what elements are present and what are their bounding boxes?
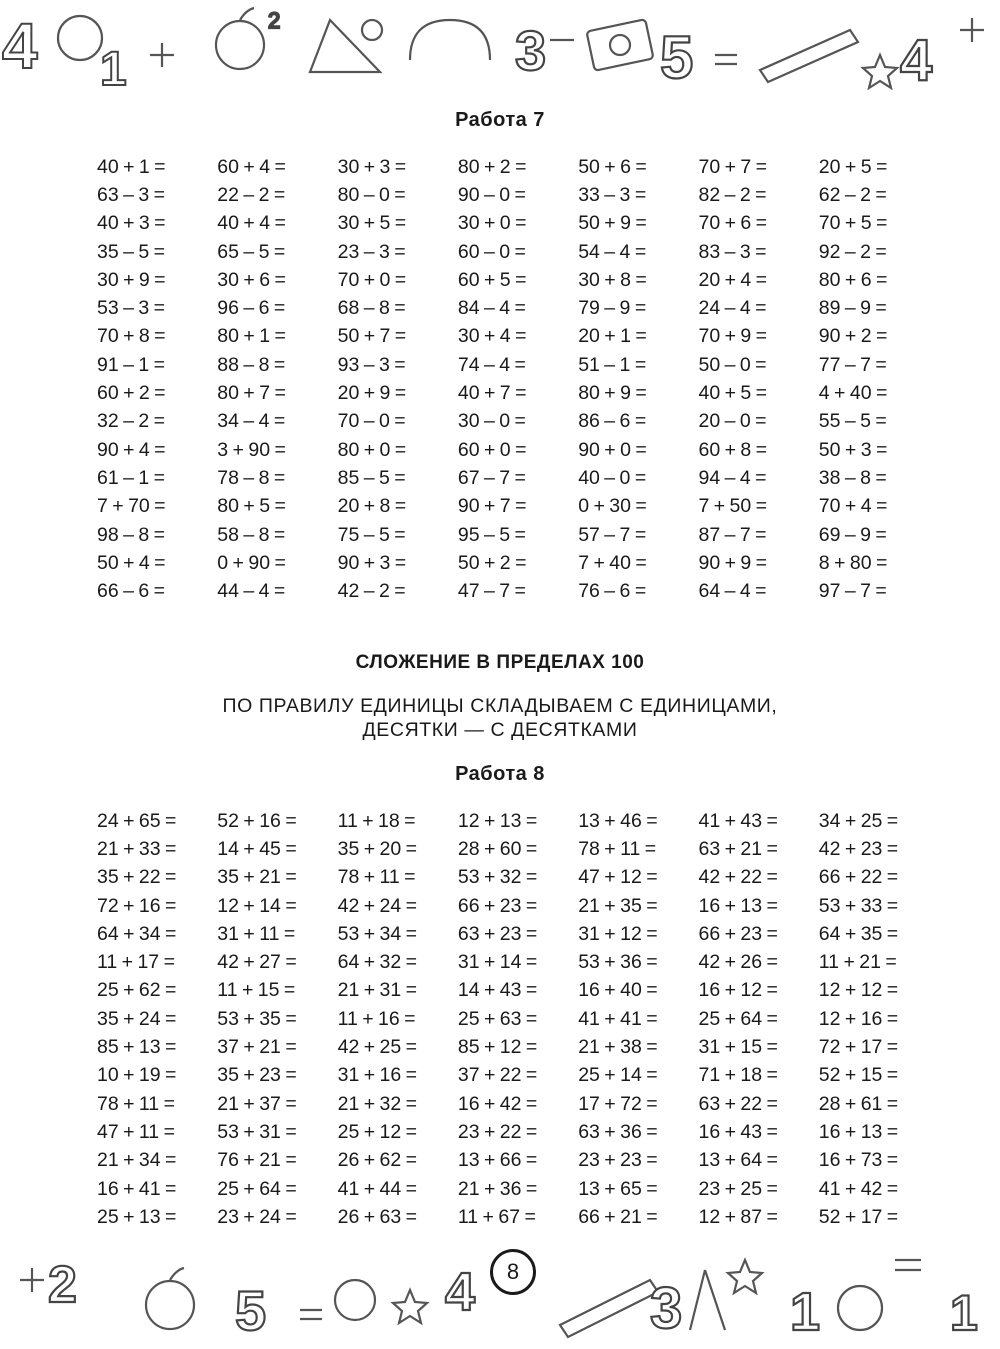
exercise: 79 – 9 = bbox=[578, 297, 647, 320]
exercise: 31 + 12 = bbox=[578, 922, 658, 945]
exercise: 4 + 40 = bbox=[818, 382, 888, 405]
exercise: 12 + 87 = bbox=[698, 1205, 778, 1228]
page-number: 8 bbox=[490, 1249, 536, 1295]
exercise: 11 + 16 = bbox=[337, 1007, 416, 1030]
exercise: 12 + 12 = bbox=[818, 979, 899, 1002]
exercise: 26 + 63 = bbox=[337, 1205, 418, 1228]
exercise: 30 + 0 = bbox=[457, 212, 527, 235]
exercise: 53 + 33 = bbox=[818, 894, 899, 917]
exercise: 65 – 5 = bbox=[217, 240, 286, 263]
exercise: 8 + 80 = bbox=[818, 551, 888, 574]
svg-text:5: 5 bbox=[235, 1279, 267, 1342]
exercise: 90 + 0 = bbox=[578, 438, 647, 461]
exercise: 20 + 4 = bbox=[698, 268, 768, 291]
exercise: 37 + 22 = bbox=[457, 1064, 538, 1087]
exercise: 12 + 13 = bbox=[457, 809, 538, 832]
exercise: 26 + 62 = bbox=[337, 1149, 418, 1172]
exercise: 50 + 3 = bbox=[818, 438, 888, 461]
exercise: 52 + 17 = bbox=[818, 1205, 899, 1228]
exercise: 72 + 16 = bbox=[97, 894, 177, 917]
plus-icon bbox=[150, 43, 174, 67]
exercise: 70 + 5 = bbox=[818, 212, 888, 235]
exercise: 11 + 15 = bbox=[217, 979, 296, 1002]
svg-text:3: 3 bbox=[650, 1276, 683, 1341]
exercise: 78 – 8 = bbox=[217, 466, 286, 489]
exercise: 25 + 63 = bbox=[457, 1007, 538, 1030]
exercise: 82 – 2 = bbox=[698, 183, 767, 206]
exercise: 60 + 4 = bbox=[217, 155, 286, 178]
exercise: 13 + 46 = bbox=[578, 809, 658, 832]
equals-icon bbox=[715, 55, 737, 64]
table-row bbox=[97, 1090, 939, 1118]
exercise: 16 + 40 = bbox=[578, 979, 658, 1002]
exercise: 90 + 4 = bbox=[97, 438, 166, 461]
exercise: 30 – 0 = bbox=[457, 410, 526, 433]
exercise: 51 – 1 = bbox=[578, 353, 647, 376]
table-row bbox=[97, 408, 939, 436]
exercise: 40 + 1 = bbox=[97, 155, 166, 178]
exercise: 12 + 16 = bbox=[818, 1007, 899, 1030]
exercise: 64 + 32 = bbox=[337, 951, 418, 974]
equals-icon bbox=[300, 1310, 322, 1319]
exercise: 20 – 0 = bbox=[698, 410, 767, 433]
exercise: 44 – 4 = bbox=[217, 580, 286, 603]
exercise: 23 + 22 = bbox=[457, 1120, 538, 1143]
exercise: 30 + 5 = bbox=[337, 212, 407, 235]
exercise: 37 + 21 = bbox=[217, 1036, 297, 1059]
exercise: 31 + 15 = bbox=[698, 1036, 778, 1059]
table-row bbox=[97, 1033, 939, 1061]
exercise: 90 + 7 = bbox=[457, 495, 527, 518]
exercise: 42 – 2 = bbox=[337, 580, 406, 603]
exercise: 80 + 6 = bbox=[818, 268, 888, 291]
exercise: 16 + 13 = bbox=[698, 894, 778, 917]
exercise: 80 + 9 = bbox=[578, 382, 647, 405]
table-row bbox=[97, 266, 939, 294]
exercise: 50 + 6 = bbox=[578, 155, 647, 178]
star-icon bbox=[863, 55, 897, 88]
exercise: 70 + 0 = bbox=[337, 268, 407, 291]
exercise: 64 + 34 = bbox=[97, 922, 177, 945]
exercise: 66 – 6 = bbox=[97, 580, 166, 603]
exercise: 69 – 9 = bbox=[818, 523, 887, 546]
banknote-icon bbox=[586, 19, 653, 71]
table-row bbox=[97, 1005, 939, 1033]
exercise: 33 – 3 = bbox=[578, 183, 647, 206]
exercise: 90 – 0 = bbox=[457, 183, 526, 206]
exercise: 67 – 7 = bbox=[457, 466, 526, 489]
exercise: 21 + 33 = bbox=[97, 837, 177, 860]
table-row bbox=[97, 153, 939, 181]
equals-icon bbox=[895, 1260, 921, 1270]
exercise: 31 + 16 = bbox=[337, 1064, 418, 1087]
exercise: 16 + 12 = bbox=[698, 979, 778, 1002]
table-row bbox=[97, 436, 939, 464]
exercise: 7 + 40 = bbox=[578, 551, 647, 574]
exercise: 68 – 8 = bbox=[337, 297, 406, 320]
exercise: 38 – 8 = bbox=[818, 466, 887, 489]
exercise: 78 + 11 = bbox=[97, 1092, 175, 1115]
svg-text:2: 2 bbox=[48, 1256, 77, 1314]
exercise: 16 + 13 = bbox=[818, 1120, 899, 1143]
exercise: 63 + 22 = bbox=[698, 1092, 778, 1115]
exercise: 80 – 0 = bbox=[337, 183, 406, 206]
exercise: 88 – 8 = bbox=[217, 353, 286, 376]
exercise: 64 + 35 = bbox=[818, 922, 899, 945]
work-7-exercises bbox=[97, 153, 939, 606]
exercise: 84 – 4 = bbox=[457, 297, 526, 320]
triangle-ruler-icon bbox=[310, 20, 380, 72]
exercise: 31 + 11 = bbox=[217, 922, 296, 945]
table-row bbox=[97, 493, 939, 521]
exercise: 21 + 36 = bbox=[457, 1177, 538, 1200]
exercise: 35 + 20 = bbox=[337, 837, 418, 860]
exercise: 85 + 12 = bbox=[457, 1036, 538, 1059]
table-row bbox=[97, 464, 939, 492]
compass-icon bbox=[690, 1270, 725, 1330]
doodle-digit-4: 4 bbox=[2, 10, 38, 82]
exercise: 85 + 13 = bbox=[97, 1036, 177, 1059]
exercise: 57 – 7 = bbox=[578, 523, 647, 546]
exercise: 32 – 2 = bbox=[97, 410, 166, 433]
exercise: 53 + 35 = bbox=[217, 1007, 297, 1030]
exercise: 41 + 43 = bbox=[698, 809, 778, 832]
exercise: 25 + 12 = bbox=[337, 1120, 418, 1143]
flower-icon bbox=[362, 20, 382, 40]
table-row bbox=[97, 977, 939, 1005]
exercise: 63 – 3 = bbox=[97, 183, 166, 206]
exercise: 11 + 21 = bbox=[818, 951, 897, 974]
exercise: 7 + 50 = bbox=[698, 495, 768, 518]
table-row bbox=[97, 549, 939, 577]
exercise: 21 + 31 = bbox=[337, 979, 418, 1002]
rule-line-2: ДЕСЯТКИ — С ДЕСЯТКАМИ bbox=[362, 719, 638, 741]
exercise: 66 + 23 = bbox=[457, 894, 538, 917]
exercise: 86 – 6 = bbox=[578, 410, 647, 433]
exercise: 53 + 32 = bbox=[457, 866, 538, 889]
exercise: 55 – 5 = bbox=[818, 410, 887, 433]
exercise: 71 + 18 = bbox=[698, 1064, 778, 1087]
exercise: 42 + 26 = bbox=[698, 951, 778, 974]
table-row bbox=[97, 181, 939, 209]
exercise: 12 + 14 = bbox=[217, 894, 297, 917]
exercise: 25 + 62 = bbox=[97, 979, 177, 1002]
exercise: 74 – 4 = bbox=[457, 353, 526, 376]
table-row bbox=[97, 323, 939, 351]
exercise: 47 – 7 = bbox=[457, 580, 526, 603]
exercise: 60 – 0 = bbox=[457, 240, 526, 263]
exercise: 16 + 42 = bbox=[457, 1092, 538, 1115]
exercise: 77 – 7 = bbox=[818, 353, 887, 376]
table-row bbox=[97, 948, 939, 976]
exercise: 40 + 4 = bbox=[217, 212, 286, 235]
svg-text:5: 5 bbox=[660, 24, 694, 91]
table-row bbox=[97, 807, 939, 835]
exercise: 11 + 18 = bbox=[337, 809, 416, 832]
exercise: 30 + 3 = bbox=[337, 155, 407, 178]
table-row bbox=[97, 577, 939, 605]
table-row bbox=[97, 864, 939, 892]
exercise: 13 + 66 = bbox=[457, 1149, 538, 1172]
exercise: 66 + 23 = bbox=[698, 922, 778, 945]
exercise: 21 + 34 = bbox=[97, 1149, 177, 1172]
exercise: 47 + 11 = bbox=[97, 1120, 175, 1143]
star-icon bbox=[393, 1290, 427, 1323]
exercise: 52 + 15 = bbox=[818, 1064, 899, 1087]
exercise: 35 + 23 = bbox=[217, 1064, 297, 1087]
exercise: 47 + 12 = bbox=[578, 866, 658, 889]
exercise: 53 + 31 = bbox=[217, 1120, 297, 1143]
exercise: 64 – 4 = bbox=[698, 580, 767, 603]
exercise: 76 – 6 = bbox=[578, 580, 647, 603]
table-row bbox=[97, 210, 939, 238]
exercise: 25 + 14 = bbox=[578, 1064, 658, 1087]
table-row bbox=[97, 238, 939, 266]
exercise: 28 + 60 = bbox=[457, 837, 538, 860]
exercise: 63 + 23 = bbox=[457, 922, 538, 945]
exercise: 25 + 13 = bbox=[97, 1205, 177, 1228]
exercise: 23 + 23 = bbox=[578, 1149, 658, 1172]
exercise: 60 + 2 = bbox=[97, 382, 166, 405]
exercise: 41 + 44 = bbox=[337, 1177, 418, 1200]
exercise: 78 + 11 = bbox=[578, 837, 657, 860]
exercise: 96 – 6 = bbox=[217, 297, 286, 320]
exercise: 76 + 21 = bbox=[217, 1149, 297, 1172]
exercise: 90 + 3 = bbox=[337, 551, 407, 574]
exercise: 80 + 5 = bbox=[217, 495, 286, 518]
exercise: 63 + 21 = bbox=[698, 837, 778, 860]
exercise: 60 + 5 = bbox=[457, 268, 527, 291]
exercise: 0 + 90 = bbox=[217, 551, 286, 574]
exercise: 78 + 11 = bbox=[337, 866, 416, 889]
exercise: 80 + 0 = bbox=[337, 438, 407, 461]
exercise: 42 + 23 = bbox=[818, 837, 899, 860]
exercise: 16 + 43 = bbox=[698, 1120, 778, 1143]
exercise: 50 – 0 = bbox=[698, 353, 767, 376]
exercise: 23 + 25 = bbox=[698, 1177, 778, 1200]
exercise: 95 – 5 = bbox=[457, 523, 526, 546]
exercise: 21 + 38 = bbox=[578, 1036, 658, 1059]
exercise: 70 + 9 = bbox=[698, 325, 768, 348]
exercise: 13 + 64 = bbox=[698, 1149, 778, 1172]
exercise: 40 + 5 = bbox=[698, 382, 768, 405]
exercise: 21 + 35 = bbox=[578, 894, 658, 917]
exercise: 30 + 4 = bbox=[457, 325, 527, 348]
exercise: 80 + 7 = bbox=[217, 382, 286, 405]
exercise: 70 + 7 = bbox=[698, 155, 768, 178]
exercise: 80 + 1 = bbox=[217, 325, 286, 348]
exercise: 16 + 41 = bbox=[97, 1177, 177, 1200]
exercise: 40 – 0 = bbox=[578, 466, 647, 489]
smiley-icon bbox=[335, 1280, 375, 1320]
svg-text:4: 4 bbox=[445, 1262, 476, 1322]
exercise: 34 + 25 = bbox=[818, 809, 899, 832]
exercise: 11 + 17 = bbox=[97, 951, 175, 974]
exercise: 91 – 1 = bbox=[97, 353, 166, 376]
exercise: 63 + 36 = bbox=[578, 1120, 658, 1143]
exercise: 30 + 6 = bbox=[217, 268, 286, 291]
exercise: 42 + 27 = bbox=[217, 951, 297, 974]
exercise: 66 + 21 = bbox=[578, 1205, 658, 1228]
exercise: 70 + 8 = bbox=[97, 325, 166, 348]
six-doodle bbox=[838, 1286, 882, 1330]
exercise: 13 + 65 = bbox=[578, 1177, 658, 1200]
exercise: 54 – 4 = bbox=[578, 240, 647, 263]
svg-text:4: 4 bbox=[900, 28, 933, 93]
exercise: 35 – 5 = bbox=[97, 240, 166, 263]
exercise: 52 + 16 = bbox=[217, 809, 297, 832]
exercise: 58 – 8 = bbox=[217, 523, 286, 546]
headphones-icon bbox=[410, 20, 490, 60]
exercise: 53 + 36 = bbox=[578, 951, 658, 974]
exercise: 50 + 9 = bbox=[578, 212, 647, 235]
exercise: 90 + 9 = bbox=[698, 551, 768, 574]
exercise: 53 + 34 = bbox=[337, 922, 418, 945]
exercise: 92 – 2 = bbox=[818, 240, 887, 263]
exercise: 93 – 3 = bbox=[337, 353, 406, 376]
work-8-title: Работа 8 bbox=[455, 763, 545, 785]
ruler-icon bbox=[760, 30, 858, 82]
exercise: 61 – 1 = bbox=[97, 466, 166, 489]
table-row bbox=[97, 1147, 939, 1175]
exercise: 83 – 3 = bbox=[698, 240, 767, 263]
exercise: 60 + 0 = bbox=[457, 438, 527, 461]
exercise: 24 + 65 = bbox=[97, 809, 177, 832]
exercise: 35 + 24 = bbox=[97, 1007, 177, 1030]
exercise: 42 + 24 = bbox=[337, 894, 418, 917]
exercise: 80 + 2 = bbox=[457, 155, 527, 178]
exercise: 50 + 7 = bbox=[337, 325, 407, 348]
table-row bbox=[97, 351, 939, 379]
exercise: 50 + 2 = bbox=[457, 551, 527, 574]
exercise: 40 + 7 = bbox=[457, 382, 527, 405]
exercise: 42 + 25 = bbox=[337, 1036, 418, 1059]
exercise: 72 + 17 = bbox=[818, 1036, 899, 1059]
exercise: 23 + 24 = bbox=[217, 1205, 297, 1228]
exercise: 70 + 4 = bbox=[818, 495, 888, 518]
table-row bbox=[97, 1175, 939, 1203]
section-title: СЛОЖЕНИЕ В ПРЕДЕЛАХ 100 bbox=[355, 652, 645, 673]
exercise: 17 + 72 = bbox=[578, 1092, 658, 1115]
exercise: 31 + 14 = bbox=[457, 951, 538, 974]
exercise: 53 – 3 = bbox=[97, 297, 166, 320]
exercise: 66 + 22 = bbox=[818, 866, 899, 889]
table-row bbox=[97, 521, 939, 549]
exercise: 14 + 45 = bbox=[217, 837, 297, 860]
exercise: 41 + 42 = bbox=[818, 1177, 899, 1200]
exercise: 20 + 9 = bbox=[337, 382, 407, 405]
exercise: 87 – 7 = bbox=[698, 523, 767, 546]
exercise: 7 + 70 = bbox=[97, 495, 166, 518]
svg-text:2: 2 bbox=[268, 8, 281, 33]
exercise: 22 – 2 = bbox=[217, 183, 286, 206]
exercise: 50 + 4 = bbox=[97, 551, 166, 574]
table-row bbox=[97, 892, 939, 920]
exercise: 85 – 5 = bbox=[337, 466, 406, 489]
work-7-title: Работа 7 bbox=[455, 109, 545, 131]
exercise: 75 – 5 = bbox=[337, 523, 406, 546]
table-row bbox=[97, 1118, 939, 1146]
exercise: 90 + 2 = bbox=[818, 325, 888, 348]
exercise: 41 + 41 = bbox=[578, 1007, 658, 1030]
exercise: 35 + 21 = bbox=[217, 866, 297, 889]
exercise: 70 – 0 = bbox=[337, 410, 406, 433]
table-row bbox=[97, 920, 939, 948]
table-row bbox=[97, 835, 939, 863]
exercise: 60 + 8 = bbox=[698, 438, 768, 461]
doodle-digit-1: 1 bbox=[100, 43, 127, 96]
exercise: 35 + 22 = bbox=[97, 866, 177, 889]
exercise: 62 – 2 = bbox=[818, 183, 887, 206]
exercise: 16 + 73 = bbox=[818, 1149, 899, 1172]
exercise: 23 – 3 = bbox=[337, 240, 406, 263]
exercise: 3 + 90 = bbox=[217, 438, 286, 461]
table-row bbox=[97, 294, 939, 322]
exercise: 40 + 3 = bbox=[97, 212, 166, 235]
exercise: 20 + 8 = bbox=[337, 495, 407, 518]
exercise: 98 – 8 = bbox=[97, 523, 166, 546]
table-row bbox=[97, 1203, 939, 1231]
exercise: 34 – 4 = bbox=[217, 410, 286, 433]
apple-icon bbox=[146, 1281, 194, 1329]
exercise: 97 – 7 = bbox=[818, 580, 887, 603]
exercise: 89 – 9 = bbox=[818, 297, 887, 320]
ruler-icon bbox=[560, 1280, 658, 1337]
exercise: 21 + 32 = bbox=[337, 1092, 418, 1115]
exercise: 70 + 6 = bbox=[698, 212, 768, 235]
plus-icon bbox=[20, 1268, 44, 1292]
exercise: 30 + 9 = bbox=[97, 268, 166, 291]
exercise: 24 – 4 = bbox=[698, 297, 767, 320]
doodle-zero bbox=[58, 16, 102, 60]
exercise: 25 + 64 = bbox=[698, 1007, 778, 1030]
exercise: 21 + 37 = bbox=[217, 1092, 297, 1115]
exercise: 14 + 43 = bbox=[457, 979, 538, 1002]
apple-icon bbox=[216, 21, 264, 69]
exercise: 20 + 5 = bbox=[818, 155, 888, 178]
table-row bbox=[97, 379, 939, 407]
exercise: 42 + 22 = bbox=[698, 866, 778, 889]
exercise: 10 + 19 = bbox=[97, 1064, 177, 1087]
exercise: 11 + 67 = bbox=[457, 1205, 536, 1228]
exercise: 28 + 61 = bbox=[818, 1092, 899, 1115]
svg-text:1: 1 bbox=[950, 1285, 978, 1341]
svg-text:3: 3 bbox=[515, 19, 547, 82]
top-doodle-border bbox=[0, 0, 1000, 100]
exercise: 0 + 30 = bbox=[578, 495, 647, 518]
exercise: 20 + 1 = bbox=[578, 325, 647, 348]
table-row bbox=[97, 1062, 939, 1090]
exercise: 94 – 4 = bbox=[698, 466, 767, 489]
svg-text:1: 1 bbox=[790, 1282, 821, 1342]
exercise: 30 + 8 = bbox=[578, 268, 647, 291]
rule-line-1: ПО ПРАВИЛУ ЕДИНИЦЫ СКЛАДЫВАЕМ С ЕДИНИЦАМИ, bbox=[222, 695, 778, 717]
work-8-exercises bbox=[97, 807, 939, 1231]
exercise: 25 + 64 = bbox=[217, 1177, 297, 1200]
star-icon bbox=[728, 1260, 762, 1293]
